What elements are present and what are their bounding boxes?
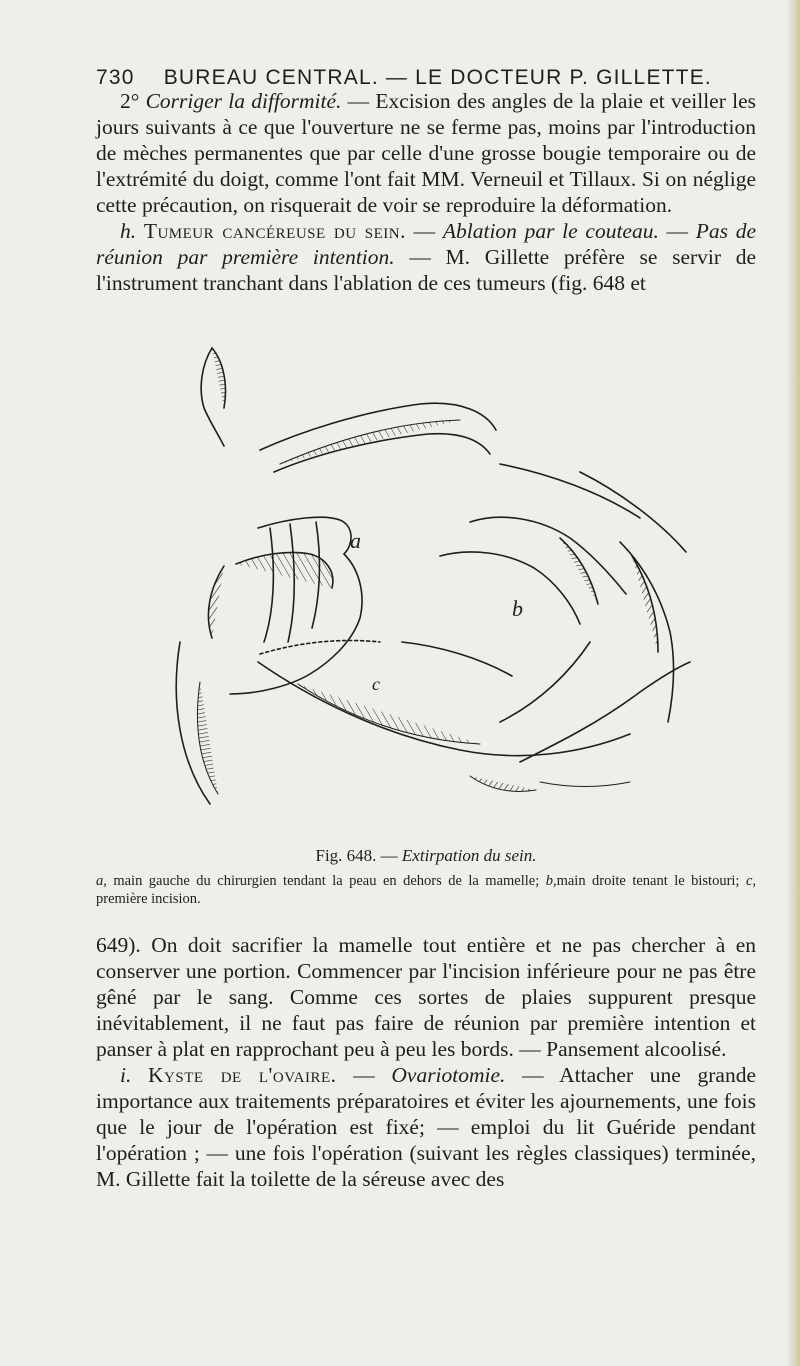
paragraph-2-text: — M. Gillette préfère se servir de l'instrument tranchant dans l'ablation de ces tumeurs (fig. 648 et — [96, 245, 757, 295]
paragraph-continuation — [96, 932, 756, 1062]
paragraph-2-italic-1: Ablation par le couteau. — [442, 219, 659, 243]
legend-text-c: , première incision. — [96, 873, 756, 907]
paragraph-3-text: 649). On doit sacrifier la mamelle tout entière et ne pas chercher à en conserver une portion. Commencer par l'incision inférieure pour ne pas être gêné par le sang. Comme ces sortes de plaies suppurent presque inévitablement, il ne faut pas faire de réunion par première intention et panser à plat en rapprochant peu à peu les bords. — Pansement alcoolisé. — [96, 933, 756, 1061]
paragraph-breast-tumor — [96, 218, 756, 296]
paragraph-1-text: — Excision des angles de la plaie et veiller les jours suivants à ce que l'ouverture ne se ferme pas, moins par l'introduction de mèches permanentes que par celle d'une grosse bougie temporaire ou de l'extrémité du doigt, comme l'ont fait MM. Verneuil et Tillaux. Si on néglige cette précaution, on risquerait de voir se reproduire la déformation. — [96, 89, 756, 217]
page-number: 730 — [96, 66, 135, 89]
paragraph-correction — [96, 88, 756, 218]
paragraph-4-dash: — — [336, 1063, 392, 1087]
text-block-lower — [96, 932, 756, 1192]
breast-lower-contour — [258, 662, 630, 756]
label-a: a — [350, 528, 361, 553]
running-header — [96, 66, 712, 90]
paragraph-4-text: — Attacher une grande importance aux traitements préparatoires et éviter les ajournements, une fois que le jour de l'opération est fixé; — emploi du lit Guéride pendant l'opération ; — une fois l'opération (suivant les règles classiques) terminée, M. Gillette fait la toilette de la séreuse avec des — [96, 1063, 756, 1191]
engraving-drawing — [140, 342, 720, 822]
paragraph-1-lead: 2° — [120, 89, 146, 113]
first-incision-line — [260, 641, 380, 655]
right-hand-outline — [470, 517, 626, 594]
paragraph-2-dash-2: — — [658, 219, 696, 243]
page-edge — [786, 0, 800, 1366]
paragraph-2-smallcaps: Tumeur cancéreuse du sein. — [143, 219, 406, 243]
legend-key-b: b — [545, 873, 553, 889]
paragraph-2-italic-2: Pas de réunion par première intention. — [96, 219, 756, 269]
paragraph-1-italic: Corriger la difformité. — [145, 89, 342, 113]
label-b: b — [512, 596, 523, 621]
figure-legend — [96, 872, 756, 908]
paragraph-ovarian-cyst — [96, 1062, 756, 1192]
paragraph-2-lead: h. — [120, 219, 144, 243]
upper-forearm — [260, 403, 496, 450]
left-hand-outline — [230, 517, 362, 694]
paragraph-2-dash: — — [405, 219, 443, 243]
legend-key-c: c — [745, 873, 753, 889]
paragraph-4-lead: i. — [120, 1063, 149, 1087]
caption-title: Extirpation du sein. — [401, 846, 537, 865]
running-title: BUREAU CENTRAL. — LE DOCTEUR P. GILLETTE. — [163, 66, 712, 89]
caption-prefix: Fig. 648. — — [315, 846, 402, 865]
text-block-upper — [96, 88, 756, 296]
legend-text-b: ,main droite tenant le bistouri; — [552, 873, 746, 889]
legend-key-a: a — [96, 873, 104, 889]
paragraph-4-smallcaps: Kyste de l'ovaire. — [148, 1063, 337, 1087]
legend-text-a: , main gauche du chirurgien tendant la peau en dehors de la mamelle; — [103, 873, 546, 889]
scalpel-handle — [580, 472, 686, 552]
label-c: c — [372, 674, 380, 694]
figure-caption — [96, 846, 756, 866]
figure-648-illustration — [140, 342, 720, 822]
paragraph-4-italic: Ovariotomie. — [391, 1063, 506, 1087]
